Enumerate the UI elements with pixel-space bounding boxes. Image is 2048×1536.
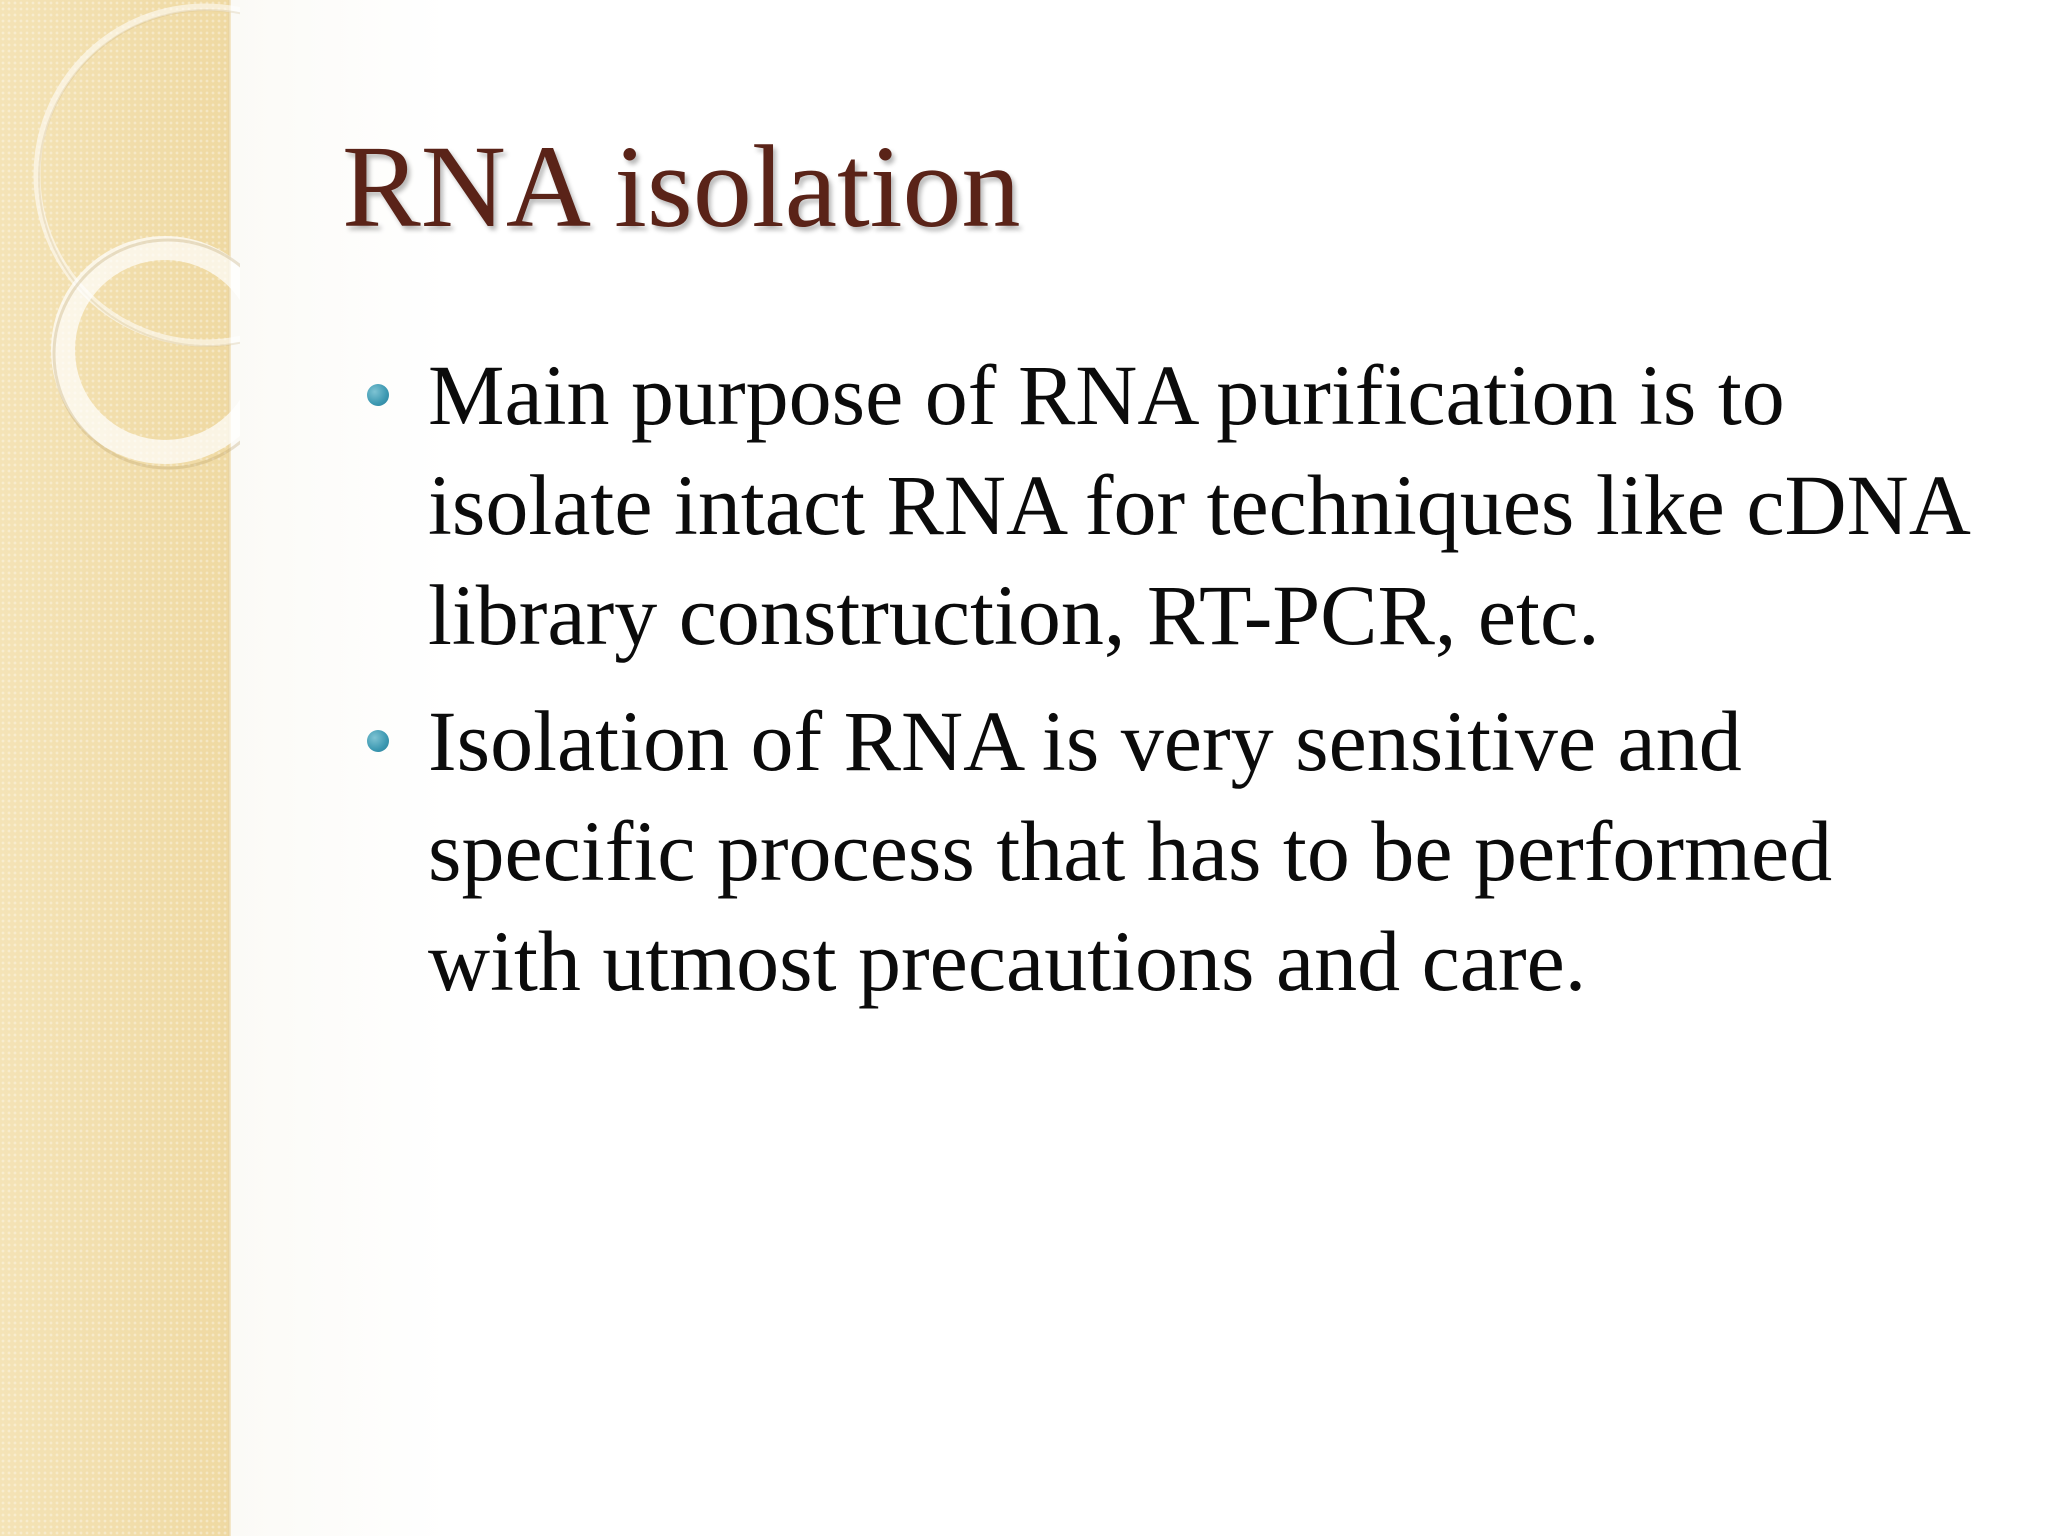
decorative-rings <box>0 0 240 520</box>
bullet-dot-icon <box>367 730 389 752</box>
bullet-item <box>355 340 1975 670</box>
bullet-text: Main purpose of RNA purification is to isolate intact RNA for techniques like cDNA library construction, RT-PCR, etc. <box>428 347 1967 663</box>
bullet-list <box>355 340 1975 1032</box>
bullet-dot-icon <box>367 384 389 406</box>
bullet-item <box>355 686 1975 1016</box>
bullet-text: Isolation of RNA is very sensitive and specific process that has to be performed with utmost precautions and care. <box>428 693 1833 1009</box>
small-ring <box>63 248 240 452</box>
slide-title: RNA isolation <box>342 121 1021 252</box>
